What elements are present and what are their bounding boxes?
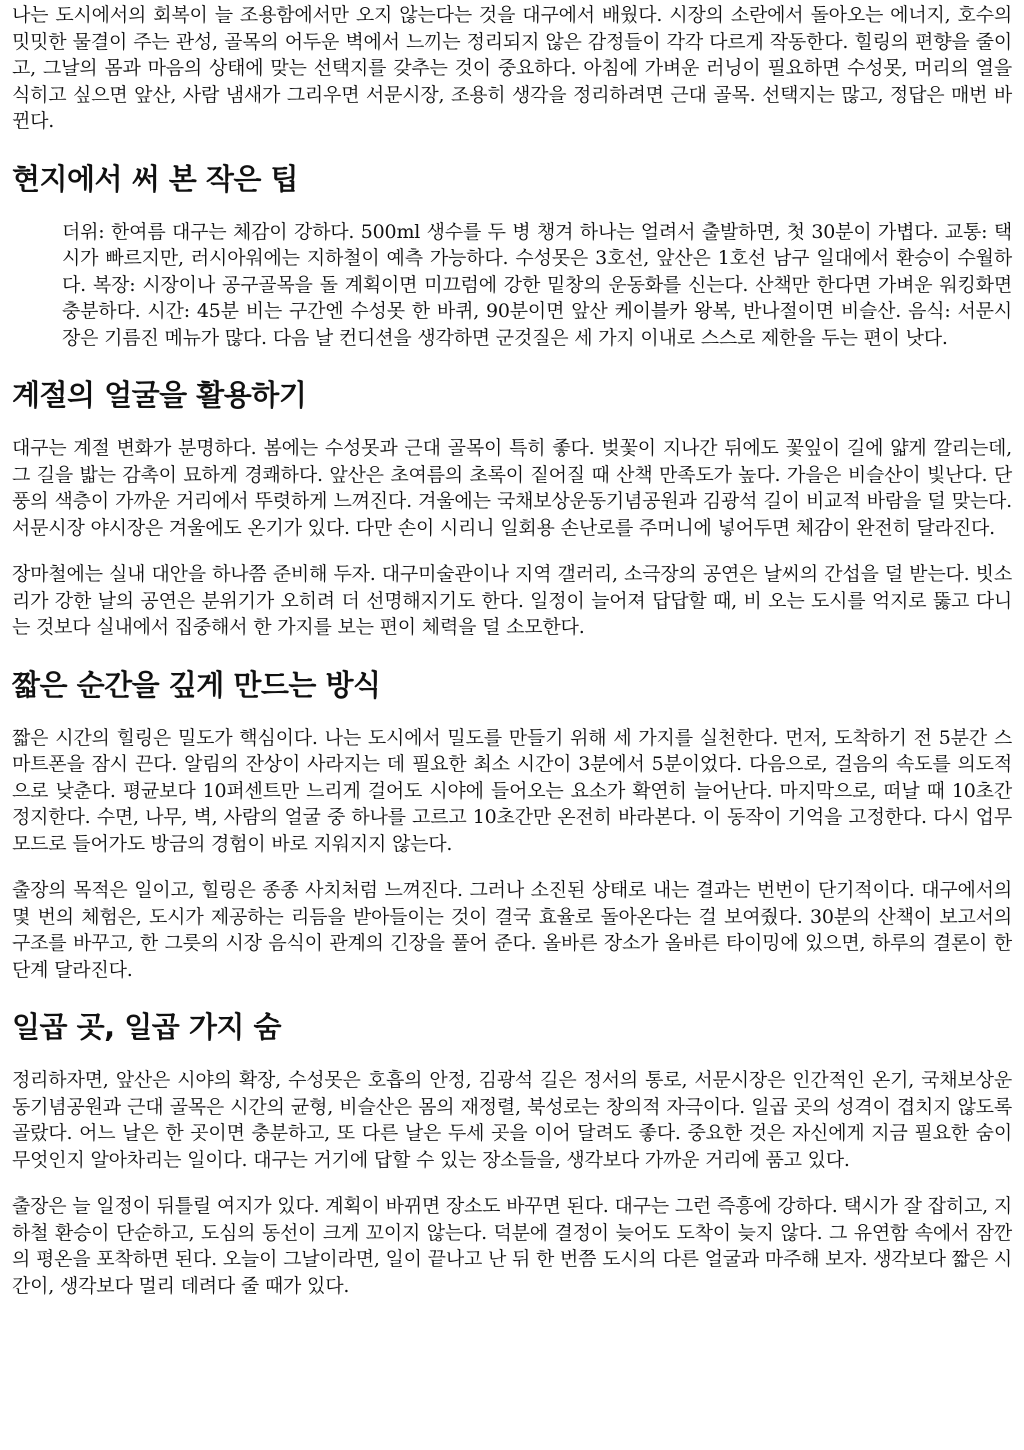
section-heading-seasons: 계절의 얼굴을 활용하기 [12, 378, 307, 412]
section-heading-short-moments: 짧은 순간을 깊게 만드는 방식 [12, 667, 381, 702]
seasons-paragraph-2: 장마철에는 실내 대안을 하나쯤 준비해 두자. 대구미술관이나 지역 갤러리, 소극장의 공연은 날씨의 간섭을 덜 받는다. 빗소리가 강한 날의 공연은 분위기가 오히려 더 선명해지기도 한다. 일정이 늘어져 답답할 때, 비 오는 도시를 억지로 뚫고 다니는 것보다 실내에서 집중해서 한 가지를 보는 편이 체력을 덜 소모한다. [12, 563, 1012, 638]
section-heading-seven-places: 일곱 곳, 일곱 가지 숨 [12, 1010, 282, 1044]
section-heading-tips: 현지에서 써 본 작은 팁 [12, 161, 299, 196]
intro-paragraph: 나는 도시에서의 회복이 늘 조용함에서만 오지 않는다는 것을 대구에서 배웠다. 시장의 소란에서 돌아오는 에너지, 호수의 밋밋한 물결이 주는 관성, 골목의 어두운 벽에서 느끼는 정리되지 않은 감정들이 각각 다르게 작동한다. 힐링의 편향을 줄이고, 그날의 몸과 마음의 상태에 맞는 선택지를 갖추는 것이 중요하다. 아침에 가벼운 러닝이 필요하면 수성못, 머리의 열을 식히고 싶으면 앞산, 사람 냄새가 그리우면 서문시장, 조용히 생각을 정리하려면 근대 골목. 선택지는 많고, 정답은 매번 바뀐다. [12, 4, 1012, 132]
article [0, 2, 1024, 1299]
seven-places-paragraph-2: 출장은 늘 일정이 뒤틀릴 여지가 있다. 계획이 바뀌면 장소도 바꾸면 된다. 대구는 그런 즉흥에 강하다. 택시가 잘 잡히고, 지하철 환승이 단순하고, 도심의 동선이 크게 꼬이지 않는다. 덕분에 결정이 늦어도 도착이 늦지 않다. 그 유연함 속에서 잠깐의 평온을 포착하면 된다. 오늘이 그날이라면, 일이 끝나고 난 뒤 한 번쯤 도시의 다른 얼굴과 마주해 보자. 생각보다 짧은 시간이, 생각보다 멀리 데려다 줄 때가 있다. [12, 1195, 1012, 1297]
seasons-paragraph-1: 대구는 계절 변화가 분명하다. 봄에는 수성못과 근대 골목이 특히 좋다. 벚꽃이 지나간 뒤에도 꽃잎이 길에 얇게 깔리는데, 그 길을 밟는 감촉이 묘하게 경쾌하다. 앞산은 초여름의 초록이 짙어질 때 산책 만족도가 높다. 가을은 비슬산이 빛난다. 단풍의 색층이 가까운 거리에서 뚜렷하게 느껴진다. 겨울에는 국채보상운동기념공원과 김광석 길이 비교적 바람을 덜 맞는다. 서문시장 야시장은 겨울에도 온기가 있다. 다만 손이 시리니 일회용 손난로를 주머니에 넣어두면 체감이 완전히 달라진다. [12, 437, 1012, 539]
short-moments-paragraph-1: 짧은 시간의 힐링은 밀도가 핵심이다. 나는 도시에서 밀도를 만들기 위해 세 가지를 실천한다. 먼저, 도착하기 전 5분간 스마트폰을 잠시 끈다. 알림의 잔상이 사라지는 데 필요한 최소 시간이 3분에서 5분이었다. 다음으로, 걸음의 속도를 의도적으로 낮춘다. 평균보다 10퍼센트만 느리게 걸어도 시야에 들어오는 요소가 확연히 늘어난다. 마지막으로, 떠날 때 10초간 정지한다. 수면, 나무, 벽, 사람의 얼굴 중 하나를 고르고 10초간만 온전히 바라본다. 이 동작이 기억을 고정한다. 다시 업무 모드로 들어가도 방금의 경험이 바로 지워지지 않는다. [12, 726, 1012, 855]
tips-paragraph: 더위: 한여름 대구는 체감이 강하다. 500ml 생수를 두 병 챙겨 하나는 얼려서 출발하면, 첫 30분이 가볍다. 교통: 택시가 빠르지만, 러시아워에는 지하철이 예측 가능하다. 수성못은 3호선, 앞산은 1호선 남구 일대에서 환승이 수월하다. 복장: 시장이나 공구골목을 돌 계획이면 미끄럼에 강한 밑창의 운동화를 신는다. 산책만 한다면 가벼운 워킹화면 충분하다. 시간: 45분 비는 구간엔 수성못 한 바퀴, 90분이면 앞산 케이블카 왕복, 반나절이면 비슬산. 음식: 서문시장은 기름진 메뉴가 많다. 다음 날 컨디션을 생각하면 군것질은 세 가지 이내로 스스로 제한을 두는 편이 낫다. [62, 220, 1012, 349]
tips-blockquote [62, 219, 1012, 352]
short-moments-paragraph-2: 출장의 목적은 일이고, 힐링은 종종 사치처럼 느껴진다. 그러나 소진된 상태로 내는 결과는 번번이 단기적이다. 대구에서의 몇 번의 체험은, 도시가 제공하는 리듬을 받아들이는 것이 결국 효율로 돌아온다는 걸 보여줬다. 30분의 산책이 보고서의 구조를 바꾸고, 한 그릇의 시장 음식이 관계의 긴장을 풀어 준다. 올바른 장소가 올바른 타이밍에 있으면, 하루의 결론이 한 단계 달라진다. [12, 879, 1012, 981]
seven-places-paragraph-1: 정리하자면, 앞산은 시야의 확장, 수성못은 호흡의 안정, 김광석 길은 정서의 통로, 서문시장은 인간적인 온기, 국채보상운동기념공원과 근대 골목은 시간의 균형, 비슬산은 몸의 재정렬, 북성로는 창의적 자극이다. 일곱 곳의 성격이 겹치지 않도록 골랐다. 어느 날은 한 곳이면 충분하고, 또 다른 날은 두세 곳을 이어 달려도 좋다. 중요한 것은 자신에게 지금 필요한 숨이 무엇인지 알아차리는 일이다. 대구는 거기에 답할 수 있는 장소들을, 생각보다 가까운 거리에 품고 있다. [12, 1069, 1012, 1171]
